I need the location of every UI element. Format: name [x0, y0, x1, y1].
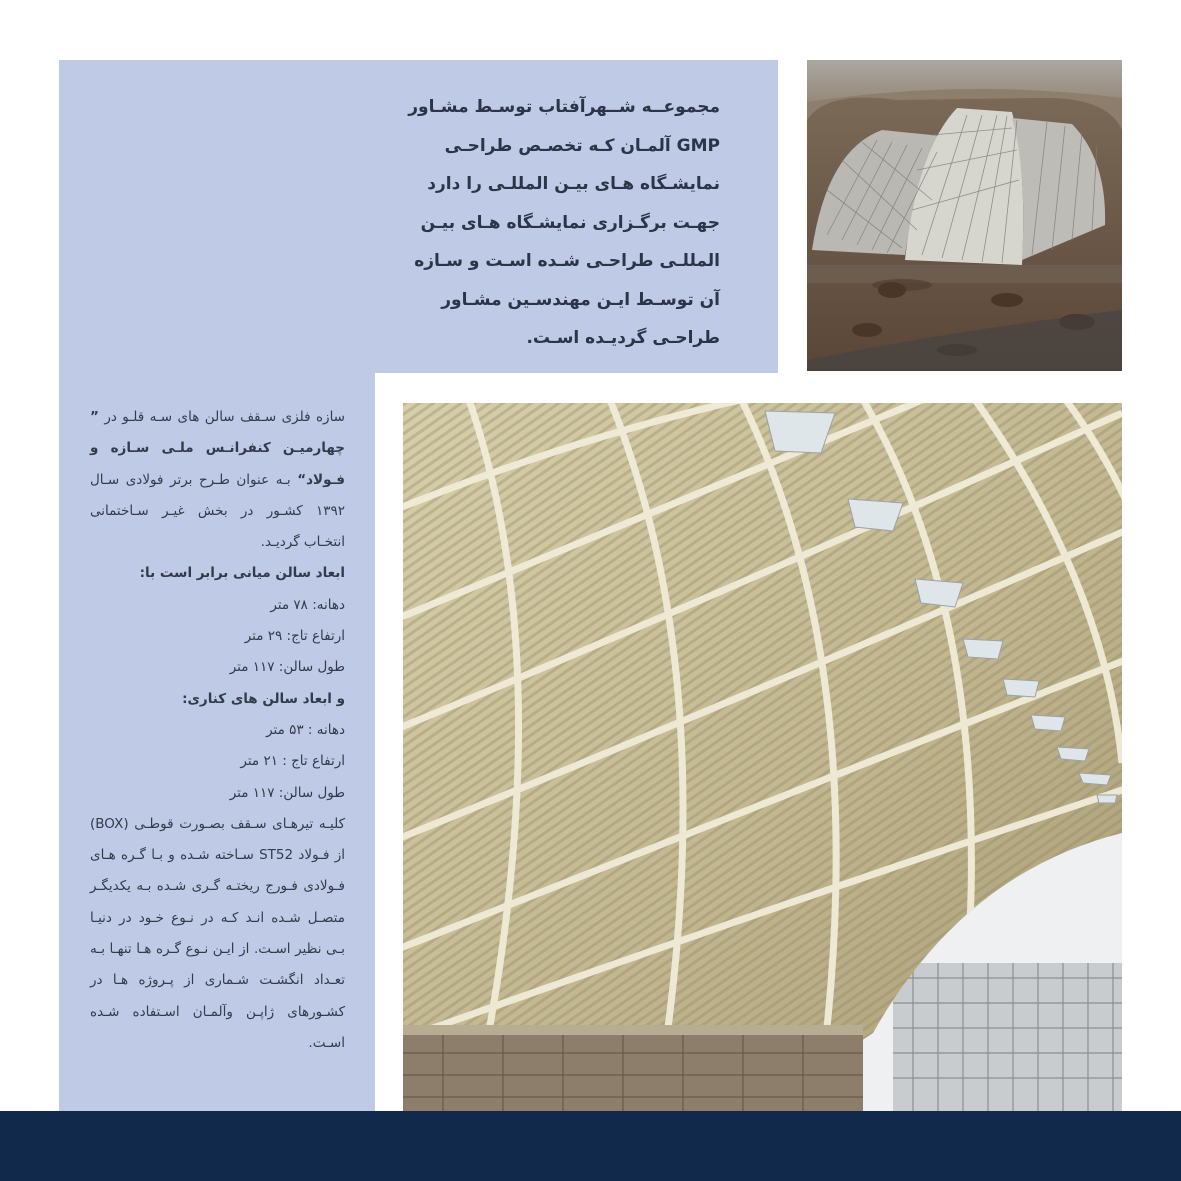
intro-line: مجموعــه شــهرآفتاب توسـط مشـاور [408, 97, 720, 117]
award-text-start: سازه فلزی سـقف سالن های سـه قلـو در [98, 409, 345, 425]
intro-line: نمایشـگاه هـای بیـن المللـی را دارد [427, 174, 720, 194]
side-halls-heading [90, 684, 345, 715]
middle-hall-height: ارتفاع تاج: ۲۹ متر [244, 628, 345, 645]
aerial-photo-drawing [807, 60, 1122, 371]
middle-hall-span: دهانه: ۷۸ متر [270, 596, 345, 613]
aerial-photo [807, 60, 1122, 371]
middle-hall-heading-text: ابعاد سالن میانی برابر است با: [139, 565, 345, 582]
footer-bar [0, 1111, 1181, 1181]
roof-interior-drawing [403, 403, 1122, 1111]
roof-interior-photo [403, 403, 1122, 1111]
side-hall-span: دهانه : ۵۳ متر [266, 721, 345, 738]
award-text-end: بـه عنوان طـرح برتر فولادی سـال ۱۳۹۲ کشـور در بخش غیـر سـاختمانی انتخـاب گردیـد. [90, 471, 345, 551]
conference-name: ” چهارمیـن کنفرانـس ملـی سـازه و فـولاد“ [90, 409, 345, 488]
award-paragraph [90, 402, 345, 558]
middle-hall-heading [90, 558, 345, 589]
side-halls-heading-text: و ابعاد سالن های کناری: [182, 690, 345, 707]
intro-line: جهـت برگـزاری نمایشـگاه هـای بیـن [420, 212, 720, 233]
side-hall-length: طول سالن: ۱۱۷ متر [229, 784, 345, 801]
intro-line: المللـی طراحـی شـده اسـت و سـازه [414, 251, 720, 271]
middle-hall-length: طول سالن: ۱۱۷ متر [229, 659, 345, 676]
side-text [90, 402, 345, 1059]
beams-paragraph: کلیـه تیرهـای سـقف بصـورت قوطـی (BOX) از فـولاد ST52 سـاخته شـده و بـا گـره هـای فـولادی فـورج ریختـه گـری شـده بـه یکدیگـر متصـل شـده انـد کـه در نـوع خـود در دنیـا بـی نظیر اسـت. از ایـن نـوع گـره هـا تنهـا بـه تعـداد انگشـت شـماری از پـروژه هـا در کشـورهای ژاپـن وآلمـان اسـتفاده شـده اسـت. [90, 815, 345, 1051]
intro-line: آن توسـط ایـن مهندسـین مشـاور [441, 289, 720, 310]
intro-paragraph [398, 88, 720, 358]
intro-line: GMP آلمـان کـه تخصـص طراحـی [444, 135, 720, 156]
intro-line: طراحـی گردیـده اسـت. [526, 328, 720, 348]
side-hall-height: ارتفاع تاج : ۲۱ متر [240, 753, 345, 770]
